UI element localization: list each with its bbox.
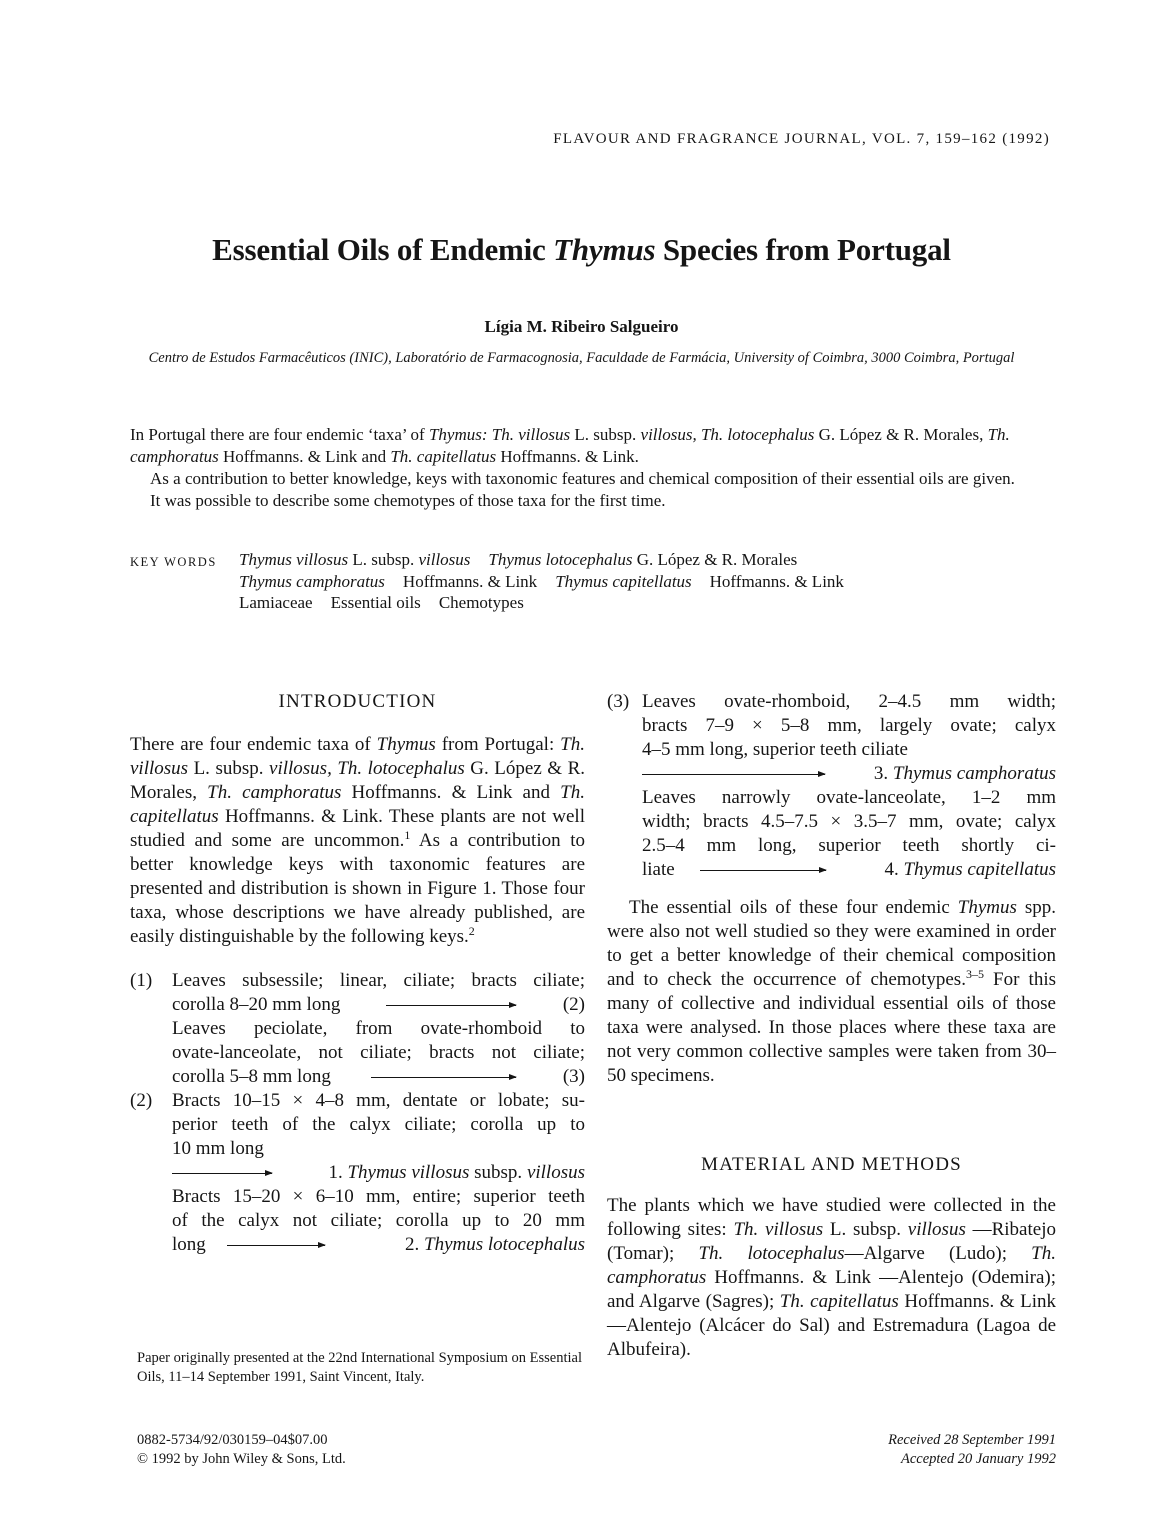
article-code: 0882-5734/92/030159–04$07.00 [137,1432,328,1448]
section-heading-methods: MATERIAL AND METHODS [701,1154,962,1175]
key-number: (2) [130,1090,153,1111]
left-column [130,690,585,1257]
abstract-paragraph: It was possible to describe some chemotypes of those taxa for the first time. [150,491,666,510]
received-date: Received 28 September 1991 [888,1432,1056,1448]
footnote: Paper originally presented at the 22nd International Symposium on Essential Oils, 11–14 September 1991, Saint Vincent, Italy. [137,1350,582,1385]
key-1: (1) Leaves subsessile; linear, ciliate; bracts ciliate; corolla 8–20 mm long (2) Leaves peciolate, from ovate-rhomboid to ovate-lanceolate, not ciliate; bracts not ciliate; corolla 5–8 mm long (3) [130,970,585,1087]
arrow-icon [371,1077,516,1078]
journal-header: FLAVOUR AND FRAGRANCE JOURNAL, VOL. 7, 159–162 (1992) [553,131,1050,147]
introduction-paragraph: There are four endemic taxa of Thymus from Portugal: Th. villosus L. subsp. villosus, Th. lotocephalus G. López & R. Morales, Th. camphoratus Hoffmanns. & Link and Th. capitellatus Hoffmanns. & Link. These plants are not well studied and some are uncommon.$^1$ As a contribution to better knowledge keys with taxonomic features are presented and distribution is shown in Figure 1. Those four taxa, whose descriptions we have already published, are easily distinguishable by the following keys.$^2$ [130,734,586,947]
keywords-line: Lamiaceae Essential oils Chemotypes [239,593,524,612]
essential-oils-paragraph: The essential oils of these four endemic Thymus spp. were also not well studied so they were examined in order to get a better knowledge of their chemical composition and to check the occurrence of chemotypes.$^{3-5}$ For this many of collective and individual essential oils of those taxa were analysed. In those places where these taxa are not very common collective samples were taken from 30–50 specimens. [607,897,1056,1086]
keywords-line: Thymus villosus L. subsp. villosus Thymus lotocephalus G. López & R. Morales [239,550,798,569]
methods-paragraph: The plants which we have studied were collected in the following sites: Th. villosus L. subsp. villosus —Ribatejo (Tomar); Th. lotocephalus—Algarve (Ludo); Th. camphoratus Hoffmanns. & Link —Alentejo (Odemira); and Algarve (Sagres); Th. capitellatus Hoffmanns. & Link—Alentejo (Alcácer do Sal) and Estremadura (Lagoa de Albufeira). [607,1195,1056,1360]
abstract-paragraph: In Portugal there are four endemic ‘taxa’ of Thymus: Th. villosus L. subsp. villosus, Th. lotocephalus G. López & R. Morales, Th. camphoratus Hoffmanns. & Link and Th. capitellatus Hoffmanns. & Link. [130,425,1010,466]
keywords-line: Thymus camphoratus Hoffmanns. & Link Thymus capitellatus Hoffmanns. & Link [239,571,844,591]
reference-marker: 1 [404,828,411,842]
abstract-paragraph: As a contribution to better knowledge, keys with taxonomic features and chemical composition of their essential oils are given. [150,469,1015,488]
abstract [130,424,1054,512]
title-part: Essential Oils of Endemic [212,232,554,267]
key-number: (3) [607,691,630,712]
key-3: (3) Leaves ovate-rhomboid, 2–4.5 mm width; bracts 7–9 × 5–8 mm, largely ovate; calyx 4–5 mm long, superior teeth ciliate 3. Thymus camphoratus Leaves narrowly ovate-lanceolate, 1–2 mm width; bracts 4.5–7.5 × 3.5–7 mm, ovate; calyx 2.5–4 mm long, superior teeth shortly ci- liate 4. Thymus capitellatus [607,691,1056,880]
affiliation: Centro de Estudos Farmacêuticos (INIC), Laboratório de Farmacognosia, Faculdade de Farmácia, University of Coimbra, 3000 Coimbra, Portugal [148,350,1015,366]
key-number: (1) [130,970,153,991]
title-italic: Thymus [553,232,656,267]
keywords-label: KEY WORDS [130,555,217,569]
copyright-line: © 1992 by John Wiley & Sons, Ltd. [137,1451,346,1467]
key-2: (2) Bracts 10–15 × 4–8 mm, dentate or lobate; su- perior teeth of the calyx ciliate; corolla up to 10 mm long 1. Thymus villosus subsp. villosus Bracts 15–20 × 6–10 mm, entire; superior teeth of the calyx not ciliate; corolla up to 20 mm long 2. Thymus lotocephalus [130,1090,585,1255]
author-name: Lígia M. Ribeiro Salgueiro [484,317,679,336]
arrow-icon [172,1173,272,1174]
arrow-icon [700,870,826,871]
section-heading-introduction: INTRODUCTION [278,691,437,712]
copyright-block [137,1431,585,1469]
accepted-date: Accepted 20 January 1992 [900,1451,1056,1467]
right-column [607,690,1056,1362]
arrow-icon [386,1005,516,1006]
dates-block [760,1431,1056,1469]
arrow-icon [642,774,825,775]
reference-marker: 3–5 [965,967,984,981]
arrow-icon [227,1245,325,1246]
reference-marker: 2 [468,924,475,938]
title-part: Species from Portugal [655,232,951,267]
paper-title [60,232,1103,268]
